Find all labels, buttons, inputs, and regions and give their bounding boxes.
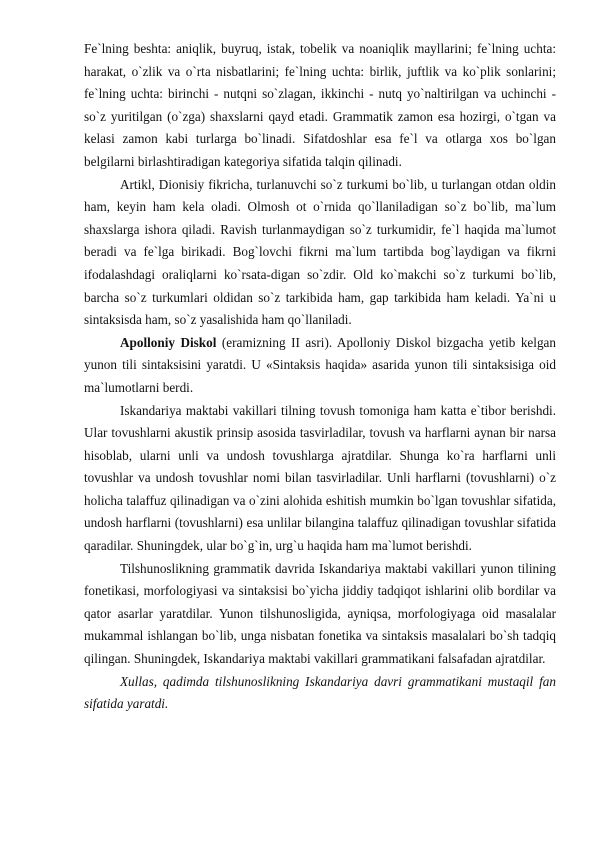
- paragraph-phonetics: Iskandariya maktabi vakillari tilning tovush tomoniga ham katta e`tibor berishdi. Ular tovushlarni akustik prinsip asosida tasvirladilar, tovush va harflarni aynan bir narsa hisoblab, ularni unli va undosh tovushlarga ajratdilar. Shunga ko`ra harflarni unli tovushlar va undosh tovushlar nomi bilan tasvirladilar. Unli harflarni (tovushlarni) o`z holicha talaffuz qilinadigan va o`zini alohida eshitish mumkin bo`lgan tovushlar sifatida, undosh harflarni (tovushlarni) esa unlilar bilangina talaffuz qilinadigan tovushlar sifatida qaradilar. Shuningdek, ular bo`g`in, urg`u haqida ham ma`lumot berishdi.: [84, 402, 556, 554]
- paragraph-conclusion: Xullas, qadimda tilshunoslikning Iskandariya davri grammatikani mustaqil fan sifatida yaratdi.: [84, 673, 556, 712]
- document-page: [84, 38, 556, 716]
- apollonius-text: (eramizning II asri). Apolloniy Diskol bizgacha yetib kelgan yunon tili sintaksisini yaratdi. U «Sintaksis haqida» asarida yunon tili sintaksisiga oid ma`lumotlarni berdi.: [84, 334, 556, 395]
- apollonius-name: Apolloniy Diskol: [120, 334, 217, 350]
- paragraph-grammatical-period: Tilshunoslikning grammatik davrida Iskandariya maktabi vakillari yunon tilining fonetikasi, morfologiyasi va sintaksisi bo`yicha jiddiy tadqiqot ishlarini olib bordilar va qator asarlar yaratdilar. Yunon tilshunosligida, ayniqsa, morfologiyaga oid masalalar mukammal ishlangan bo`lib, unga nisbatan fonetika va sintaksis masalalari bo`sh tadqiq qilingan. Shuningdek, Iskandariya maktabi vakillari grammatikani falsafadan ajratdilar.: [84, 560, 556, 667]
- paragraph-mood-voice-number: Fe`lning beshta: aniqlik, buyruq, istak, tobelik va noaniqlik mayllarini; fe`lning uchta: harakat, o`zlik va o`rta nisbatlarini; fe`lning uchta: birlik, juftlik va ko`plik sonlarini; fe`lning uchta: birinchi - nutqni so`zlagan, ikkinchi - nutq yo`naltirilgan va uchinchi - so`z yuritilgan (o`zga) shaxslarni qayd etadi. Grammatik zamon esa hozirgi, o`tgan va kelasi zamon kabi turlarga bo`linadi. Sifatdoshlar esa fe`l va otlarga xos bo`lgan belgilarni birlashtiradigan kategoriya sifatida talqin qilinadi.: [84, 41, 556, 169]
- paragraph-apollonius: [84, 332, 556, 400]
- paragraph-article-pronoun: Artikl, Dionisiy fikricha, turlanuvchi so`z turkumi bo`lib, u turlangan otdan oldin ham, keyin ham kela oladi. Olmosh ot o`rnida qo`llaniladigan so`z bo`lib, ma`lum shaxslarga ishora qiladi. Ravish turlanmaydigan so`z turkumidir, fe`l haqida ma`lumot beradi va fe`lga birikadi. Bog`lovchi fikrni ma`lum tartibda bog`laydigan va fikrni ifodalashdagi oraliqlarni ko`rsata-digan so`zdir. Old ko`makchi so`z turkumi bo`lib, barcha so`z turkumlari oldidan so`z tarkibida ham, gap tarkibida ham keladi. Ya`ni u sintaksisda ham, so`z yasalishida ham qo`llaniladi.: [84, 176, 556, 328]
